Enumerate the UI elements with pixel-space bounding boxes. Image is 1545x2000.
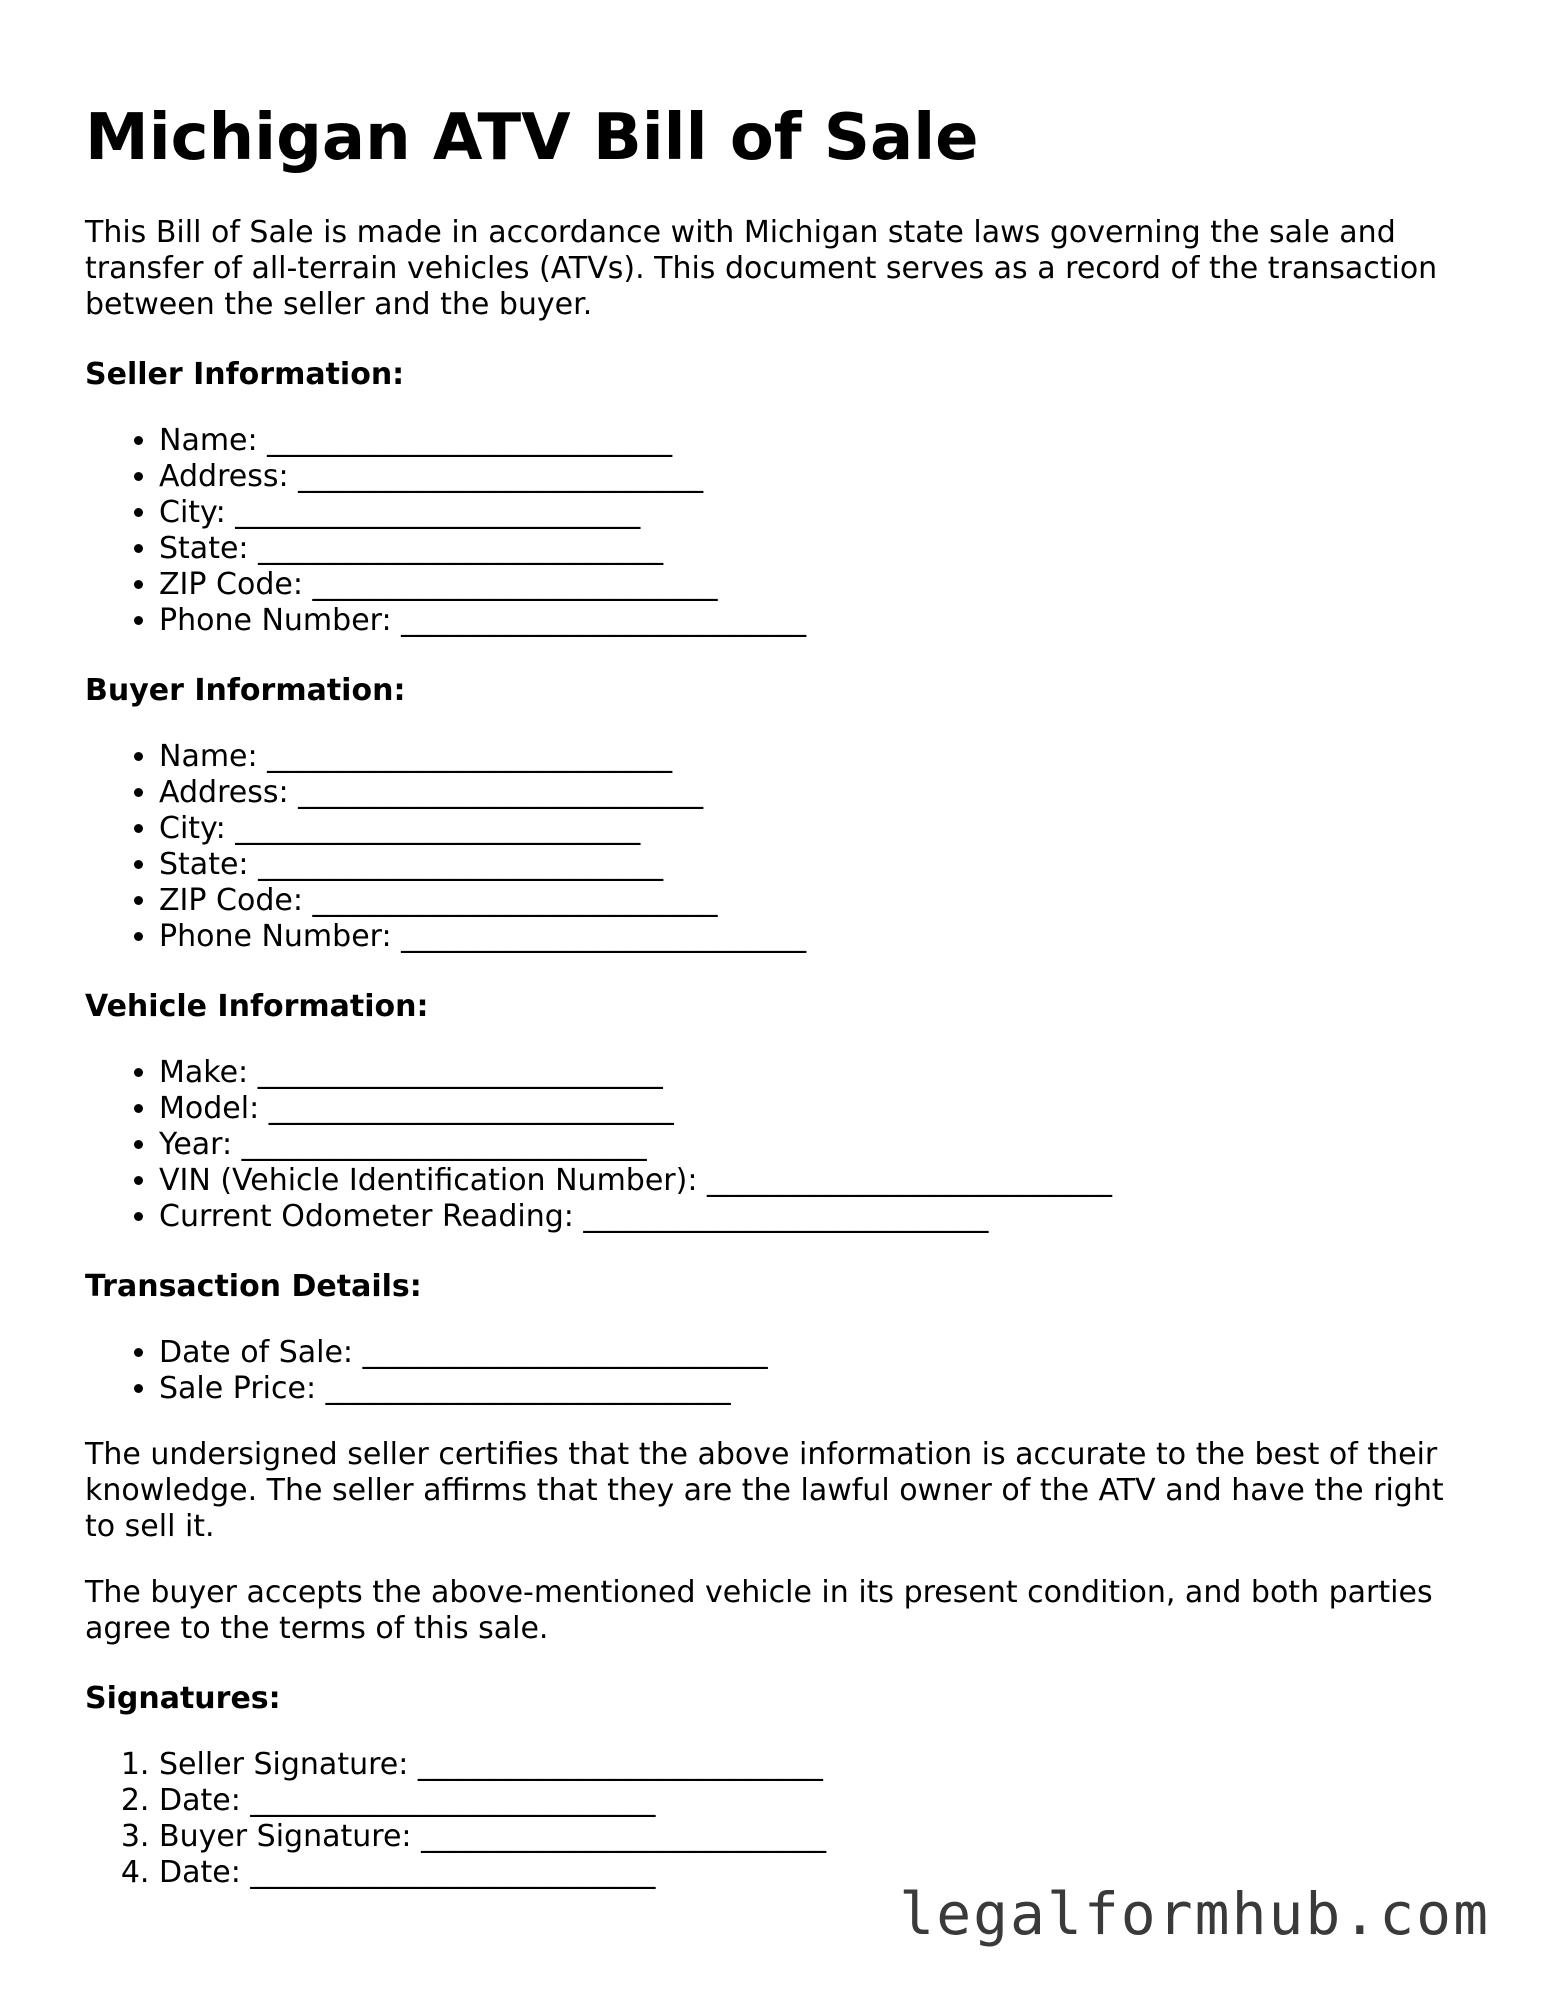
field-label: Date: [159,1854,241,1890]
buyer-field-list [85,739,1465,955]
fill-in-blank-line[interactable]: ___________________________ [258,846,664,882]
form-field-item [159,739,1465,775]
form-field-item [159,1783,1465,1819]
field-label: Phone Number: [159,602,392,638]
fill-in-blank-line[interactable]: ___________________________ [325,1370,731,1406]
fill-in-blank-line[interactable]: ___________________________ [267,422,673,458]
form-field-item [159,1747,1465,1783]
fill-in-blank-line[interactable]: ___________________________ [250,1782,656,1818]
field-label: Address: [159,458,289,494]
certification-paragraph: The undersigned seller certifies that the above information is accurate to the best of their knowledge. The seller affirms that they are the lawful owner of the ATV and have the right to sell it. [85,1436,1444,1544]
field-label: Sale Price: [159,1370,317,1406]
field-label: ZIP Code: [159,882,303,918]
signatures-heading: Signatures: [85,1680,281,1716]
document-page [85,100,1465,1921]
fill-in-blank-line[interactable]: ___________________________ [235,494,641,530]
acceptance-paragraph: The buyer accepts the above-mentioned vehicle in its present condition, and both parties agree to the terms of this sale. [85,1574,1433,1646]
field-label: Name: [159,422,258,458]
field-label: ZIP Code: [159,566,303,602]
fill-in-blank-line[interactable]: ___________________________ [268,1090,674,1126]
form-field-item [159,1091,1465,1127]
fill-in-blank-line[interactable]: ___________________________ [235,810,641,846]
field-label: City: [159,810,226,846]
fill-in-blank-line[interactable]: ___________________________ [298,458,704,494]
field-label: Current Odometer Reading: [159,1198,574,1234]
form-field-item [159,1335,1465,1371]
fill-in-blank-line[interactable]: ___________________________ [298,774,704,810]
fill-in-blank-line[interactable]: ___________________________ [421,1818,827,1854]
form-field-item [159,495,1465,531]
transaction-heading: Transaction Details: [85,1268,422,1304]
form-field-item [159,1127,1465,1163]
fill-in-blank-line[interactable]: ___________________________ [583,1198,989,1234]
intro-paragraph: This Bill of Sale is made in accordance with Michigan state laws governing the sale and transfer of all-terrain vehicles (ATVs). This document serves as a record of the transaction between the seller and the buyer. [85,214,1438,322]
field-label: Address: [159,774,289,810]
form-field-item [159,459,1465,495]
field-label: Model: [159,1090,260,1126]
field-label: State: [159,530,249,566]
fill-in-blank-line[interactable]: ___________________________ [312,566,718,602]
form-field-item [159,1163,1465,1199]
form-field-item [159,919,1465,955]
fill-in-blank-line[interactable]: ___________________________ [257,1054,663,1090]
vehicle-heading: Vehicle Information: [85,988,429,1024]
form-field-item [159,531,1465,567]
fill-in-blank-line[interactable]: ___________________________ [312,882,718,918]
fill-in-blank-line[interactable]: ___________________________ [362,1334,768,1370]
form-field-item [159,883,1465,919]
field-label: Seller Signature: [159,1746,409,1782]
field-label: Make: [159,1054,249,1090]
form-field-item [159,603,1465,639]
field-label: Date: [159,1782,241,1818]
fill-in-blank-line[interactable]: ___________________________ [241,1126,647,1162]
form-field-item [159,811,1465,847]
fill-in-blank-line[interactable]: ___________________________ [258,530,664,566]
field-label: Buyer Signature: [159,1818,412,1854]
fill-in-blank-line[interactable]: ___________________________ [401,602,807,638]
form-field-item [159,1055,1465,1091]
form-field-item [159,847,1465,883]
signatures-field-list [85,1747,1465,1891]
field-label: Date of Sale: [159,1334,354,1370]
form-field-item [159,1819,1465,1855]
fill-in-blank-line[interactable]: ___________________________ [401,918,807,954]
form-field-item [159,423,1465,459]
form-field-item [159,1199,1465,1235]
fill-in-blank-line[interactable]: ___________________________ [250,1854,656,1890]
transaction-field-list [85,1335,1465,1407]
field-label: Phone Number: [159,918,392,954]
vehicle-field-list [85,1055,1465,1235]
buyer-heading: Buyer Information: [85,672,406,708]
fill-in-blank-line[interactable]: ___________________________ [706,1162,1112,1198]
field-label: Year: [159,1126,233,1162]
field-label: City: [159,494,226,530]
fill-in-blank-line[interactable]: ___________________________ [417,1746,823,1782]
watermark-logo: legalformhub.com [899,1880,1490,1948]
seller-heading: Seller Information: [85,356,405,392]
form-field-item [159,775,1465,811]
fill-in-blank-line[interactable]: ___________________________ [267,738,673,774]
field-label: VIN (Vehicle Identification Number): [159,1162,698,1198]
form-field-item [159,567,1465,603]
seller-field-list [85,423,1465,639]
field-label: Name: [159,738,258,774]
document-title: Michigan ATV Bill of Sale [85,101,979,175]
form-field-item [159,1371,1465,1407]
field-label: State: [159,846,249,882]
